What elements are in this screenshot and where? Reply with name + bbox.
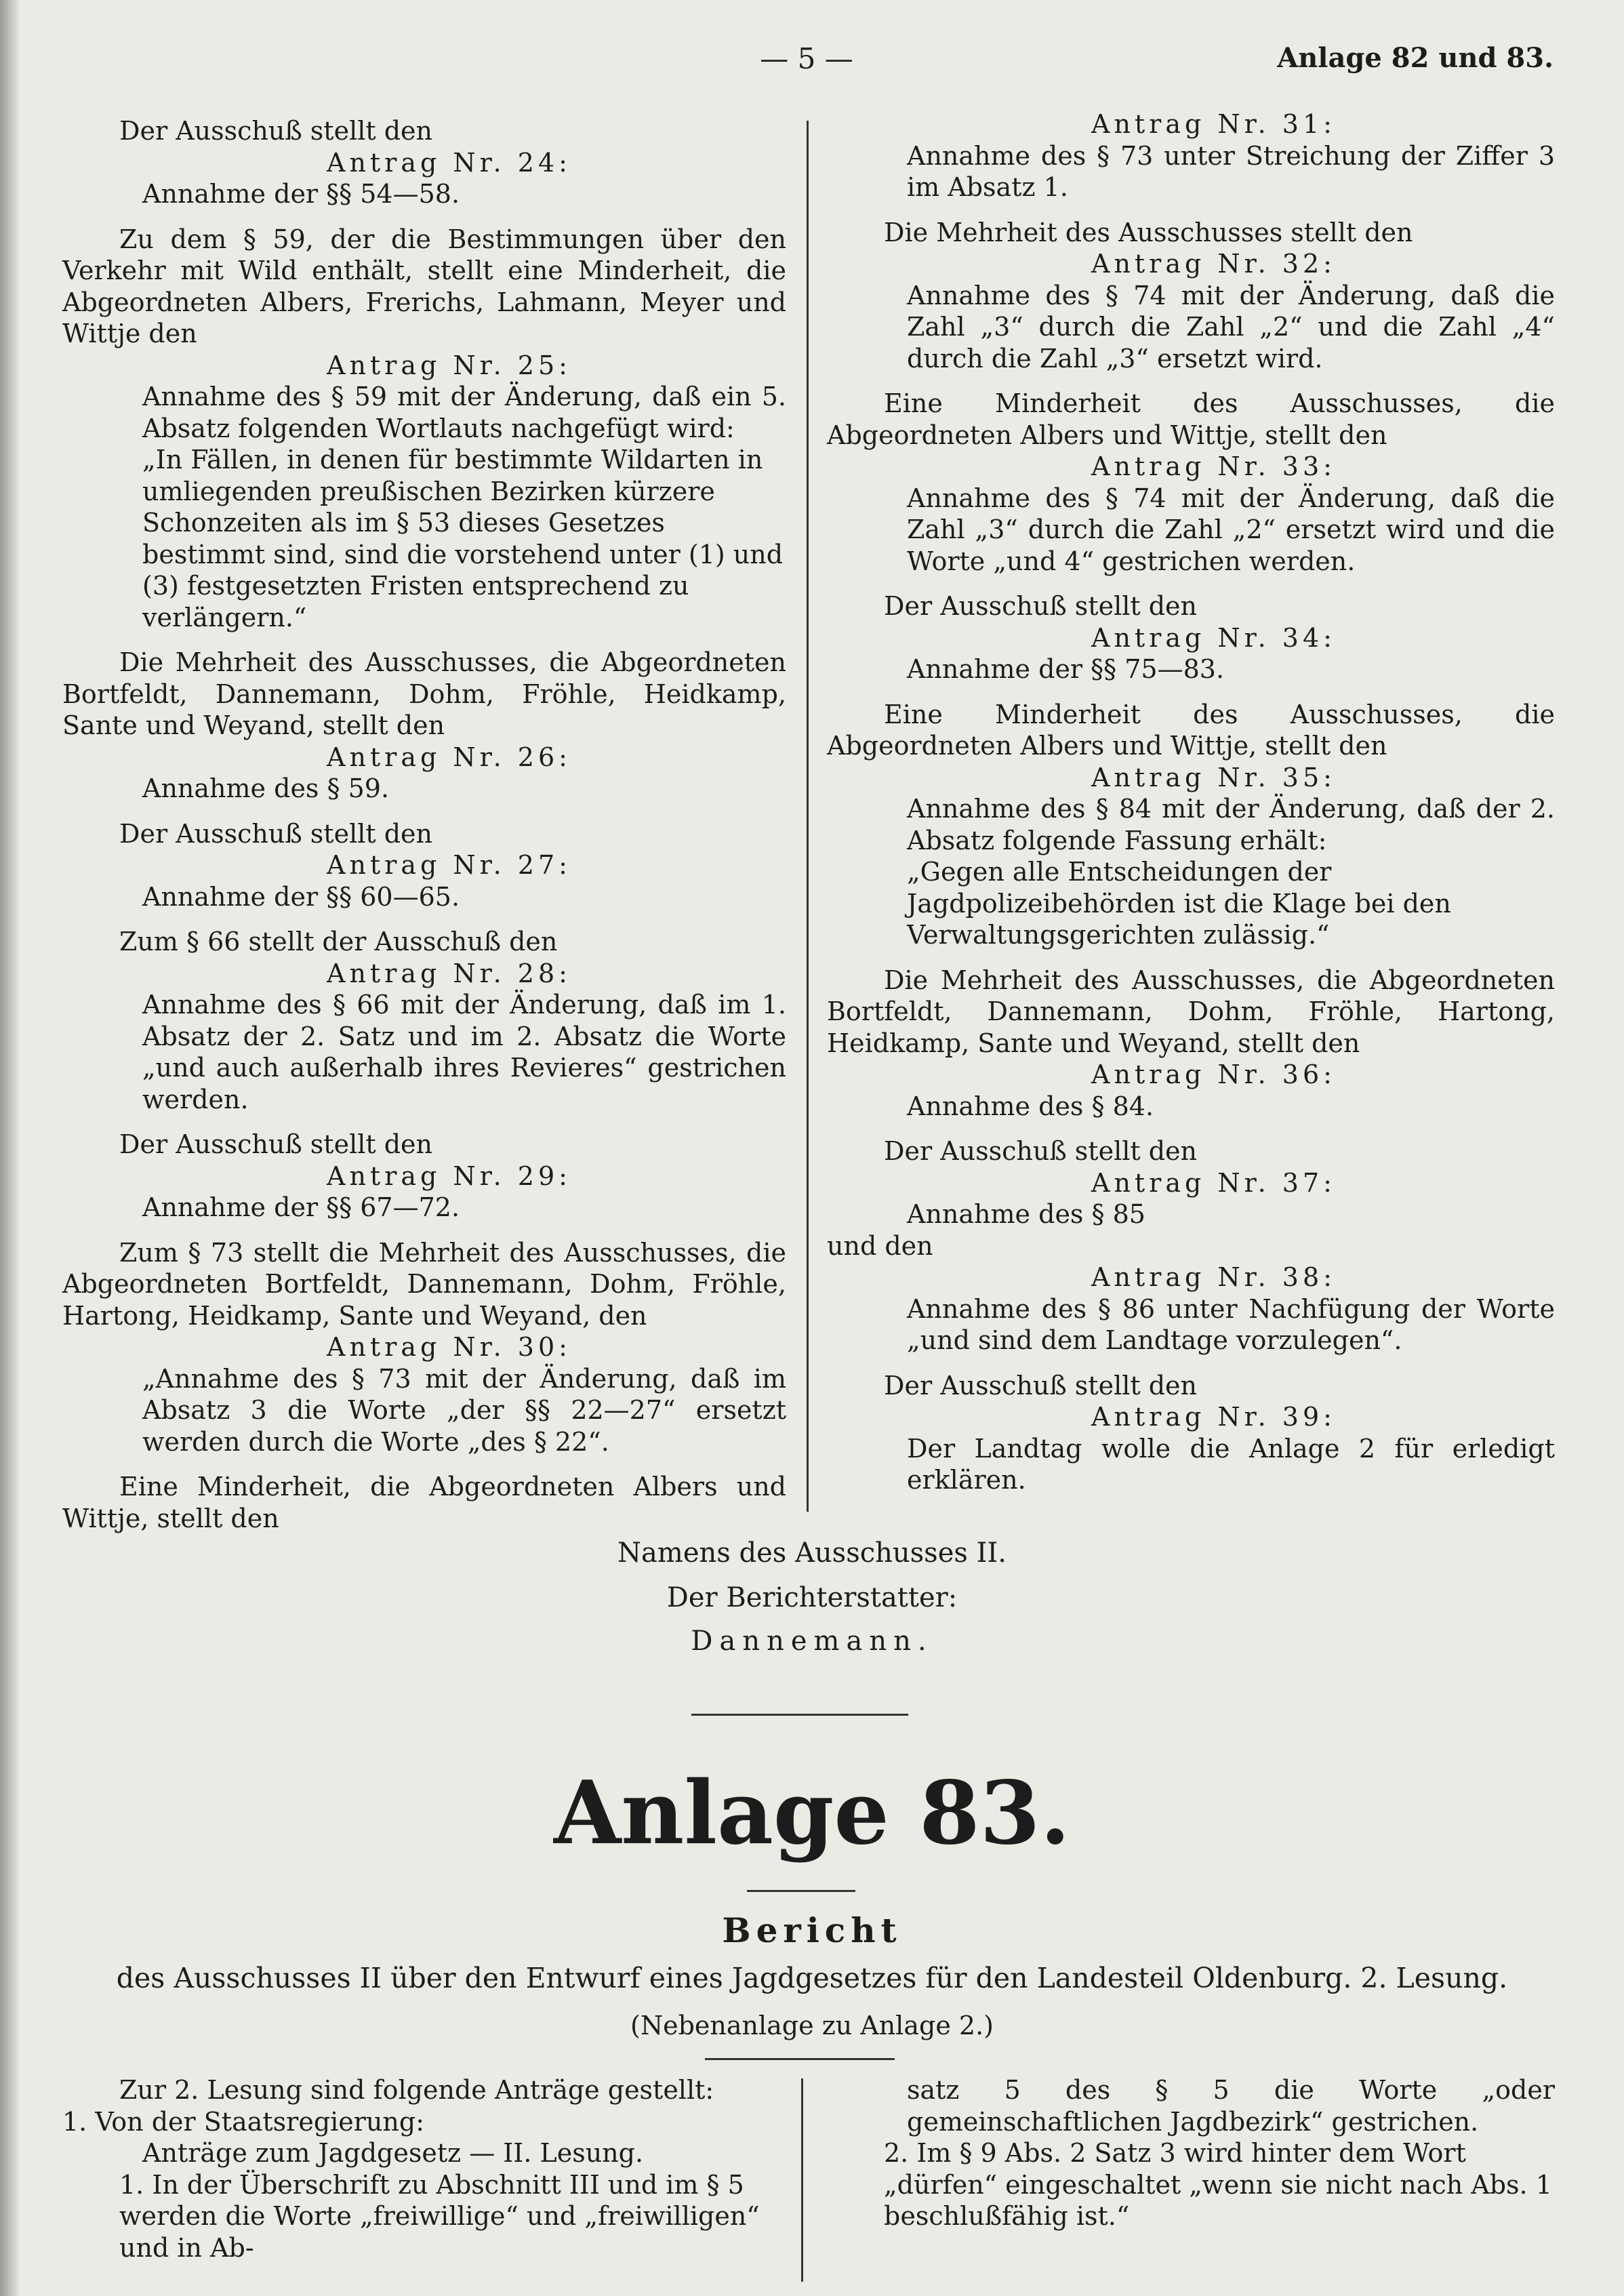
paragraph: Der Ausschuß stellt den: [119, 116, 433, 146]
note-rule: [705, 2058, 895, 2060]
paragraph: Annahme des § 59.: [142, 773, 390, 803]
paragraph: Zur 2. Lesung sind folgende Anträge gestellt:: [119, 2075, 714, 2105]
paragraph: Annahme des § 84 mit der Änderung, daß der 2. Absatz folgende Fassung erhält:: [907, 794, 1555, 855]
section-rule: [691, 1714, 908, 1716]
paragraph: Annahme des § 84.: [907, 1091, 1154, 1121]
paragraph: Annahme des § 74 mit der Änderung, daß die Zahl „3“ durch die Zahl „2“ ersetzt wird und die Worte „und 4“ gestrichen werden.: [907, 483, 1555, 576]
paragraph: „Annahme des § 73 mit der Änderung, daß im Absatz 3 die Worte „der §§ 22—27“ ersetzt werden durch die Worte „des § 22“.: [142, 1363, 786, 1457]
paragraph: Annahme der §§ 75—83.: [907, 654, 1225, 684]
paragraph: Annahme der §§ 54—58.: [142, 179, 460, 209]
paragraph: Annahme des § 74 mit der Änderung, daß die Zahl „3“ durch die Zahl „2“ und die Zahl „4“ durch die Zahl „3“ ersetzt wird.: [907, 280, 1555, 374]
antrag-heading: Antrag Nr. 37:: [1091, 1167, 1336, 1198]
paragraph: 1. In der Überschrift zu Abschnitt III und im § 5 werden die Worte „freiwillige“ und „freiwilligen“ und in Ab-: [119, 2169, 760, 2263]
paragraph: Annahme des § 86 unter Nachfügung der Worte „und sind dem Landtage vorzulegen“.: [907, 1293, 1555, 1355]
antrag-heading: Antrag Nr. 35:: [1091, 762, 1336, 792]
paragraph: Annahme der §§ 60—65.: [142, 881, 460, 912]
antrag-heading: Antrag Nr. 39:: [1091, 1402, 1336, 1432]
paragraph: 1. Von der Staatsregierung:: [62, 2106, 425, 2137]
left-column: [62, 115, 786, 1534]
column-divider: [807, 121, 809, 1512]
paragraph: „Gegen alle Entscheidungen der Jagdpolizeibehörden ist die Klage bei den Verwaltungsgerichten zulässig.“: [907, 857, 1451, 950]
paragraph: Annahme der §§ 67—72.: [142, 1192, 460, 1222]
paragraph: „In Fällen, in denen für bestimmte Wildarten in umliegenden preußischen Bezirken kürzere Schonzeiten als im § 53 dieses Gesetzes bestimmt sind, sind die vorstehend unter (1) und (3) festgesetzten Fristen entsprechend zu verlängern.“: [142, 445, 784, 632]
paragraph: und den: [827, 1230, 933, 1261]
paragraph: Annahme des § 73 unter Streichung der Ziffer 3 im Absatz 1.: [907, 140, 1555, 202]
paragraph: Annahme des § 59 mit der Änderung, daß ein 5. Absatz folgenden Wortlauts nachgefügt wird:: [142, 382, 786, 443]
paragraph: Zum § 66 stellt der Ausschuß den: [119, 927, 558, 956]
bottom-column-divider: [801, 2078, 803, 2282]
right-column: [827, 108, 1555, 1496]
paragraph: Zum § 73 stellt die Mehrheit des Ausschusses, die Abgeordneten Bortfeldt, Dannemann, Dohm, Fröhle, Hartong, Heidkamp, Sante und Weyand, den: [62, 1237, 786, 1331]
report-note: (Nebenanlage zu Anlage 2.): [630, 2011, 994, 2040]
signature-committee: Namens des Ausschusses II.: [617, 1537, 1007, 1569]
antrag-heading: Antrag Nr. 25:: [327, 350, 571, 380]
paragraph: Der Ausschuß stellt den: [119, 1129, 433, 1159]
paragraph: Der Ausschuß stellt den: [884, 591, 1198, 621]
antrag-heading: Antrag Nr. 24:: [327, 147, 571, 178]
antrag-heading: Antrag Nr. 28:: [327, 958, 571, 988]
antrag-heading: Antrag Nr. 29:: [327, 1161, 571, 1191]
antrag-heading: Antrag Nr. 31:: [1091, 109, 1336, 139]
report-subtitle: des Ausschusses II über den Entwurf eines Jagdgesetzes für den Landesteil Oldenburg. 2. Lesung.: [116, 1962, 1508, 1994]
signature-name: Dannemann.: [691, 1626, 933, 1657]
signature-role: Der Berichterstatter:: [666, 1582, 958, 1613]
antrag-heading: Antrag Nr. 38:: [1091, 1262, 1336, 1292]
antrag-heading: Antrag Nr. 27:: [327, 850, 571, 880]
page-number: — 5 —: [760, 42, 853, 75]
antrag-heading: Antrag Nr. 26:: [327, 742, 571, 772]
page-gutter-shadow: [0, 0, 19, 2296]
antrag-heading: Antrag Nr. 30:: [327, 1332, 571, 1362]
page-header: [0, 42, 1624, 83]
paragraph: Der Landtag wolle die Anlage 2 für erledigt erklären.: [907, 1433, 1555, 1495]
antrag-heading: Antrag Nr. 36:: [1091, 1060, 1336, 1089]
paragraph: Der Ausschuß stellt den: [119, 818, 433, 849]
paragraph: Zu dem § 59, der die Bestimmungen über den Verkehr mit Wild enthält, stellt eine Minderheit, die Abgeordneten Albers, Frerichs, Lahmann, Meyer und Wittje den: [62, 224, 786, 348]
antrag-heading: Antrag Nr. 34:: [1091, 622, 1336, 653]
antrag-heading: Antrag Nr. 33:: [1091, 451, 1336, 481]
paragraph: Die Mehrheit des Ausschusses, die Abgeordneten Bortfeldt, Dannemann, Dohm, Fröhle, Hartong, Heidkamp, Sante und Weyand, stellt den: [827, 965, 1555, 1058]
bottom-right-column: [827, 2074, 1555, 2232]
paragraph: Eine Minderheit, die Abgeordneten Albers und Wittje, stellt den: [62, 1472, 786, 1533]
paragraph: Anträge zum Jagdgesetz — II. Lesung.: [142, 2138, 644, 2168]
anlage-title: Anlage 83.: [553, 1763, 1071, 1864]
bottom-left-column: [62, 2074, 786, 2263]
paragraph: satz 5 des § 5 die Worte „oder gemeinschaftlichen Jagdbezirk“ gestrichen.: [907, 2075, 1555, 2137]
paragraph: Annahme des § 66 mit der Änderung, daß im 1. Absatz der 2. Satz und im 2. Absatz die Worte „und auch außerhalb ihres Revieres“ gestrichen werden.: [142, 990, 786, 1114]
paragraph: 2. Im § 9 Abs. 2 Satz 3 wird hinter dem Wort „dürfen“ eingeschaltet „wenn sie nicht nach Abs. 1 beschlußfähig ist.“: [884, 2138, 1552, 2231]
title-rule: [747, 1890, 855, 1892]
paragraph: Die Mehrheit des Ausschusses, die Abgeordneten Bortfeldt, Dannemann, Dohm, Fröhle, Heidkamp, Sante und Weyand, stellt den: [62, 647, 786, 740]
paragraph: Eine Minderheit des Ausschusses, die Abgeordneten Albers und Wittje, stellt den: [827, 699, 1555, 761]
report-heading: Bericht: [722, 1910, 902, 1950]
paragraph: Der Ausschuß stellt den: [884, 1370, 1198, 1401]
antrag-heading: Antrag Nr. 32:: [1091, 249, 1336, 279]
paragraph: Annahme des § 85: [907, 1199, 1145, 1229]
paragraph: Der Ausschuß stellt den: [884, 1136, 1198, 1166]
paragraph: Die Mehrheit des Ausschusses stellt den: [884, 217, 1413, 247]
paragraph: Eine Minderheit des Ausschusses, die Abgeordneten Albers und Wittje, stellt den: [827, 388, 1555, 450]
running-title: Anlage 82 und 83.: [1277, 42, 1554, 74]
